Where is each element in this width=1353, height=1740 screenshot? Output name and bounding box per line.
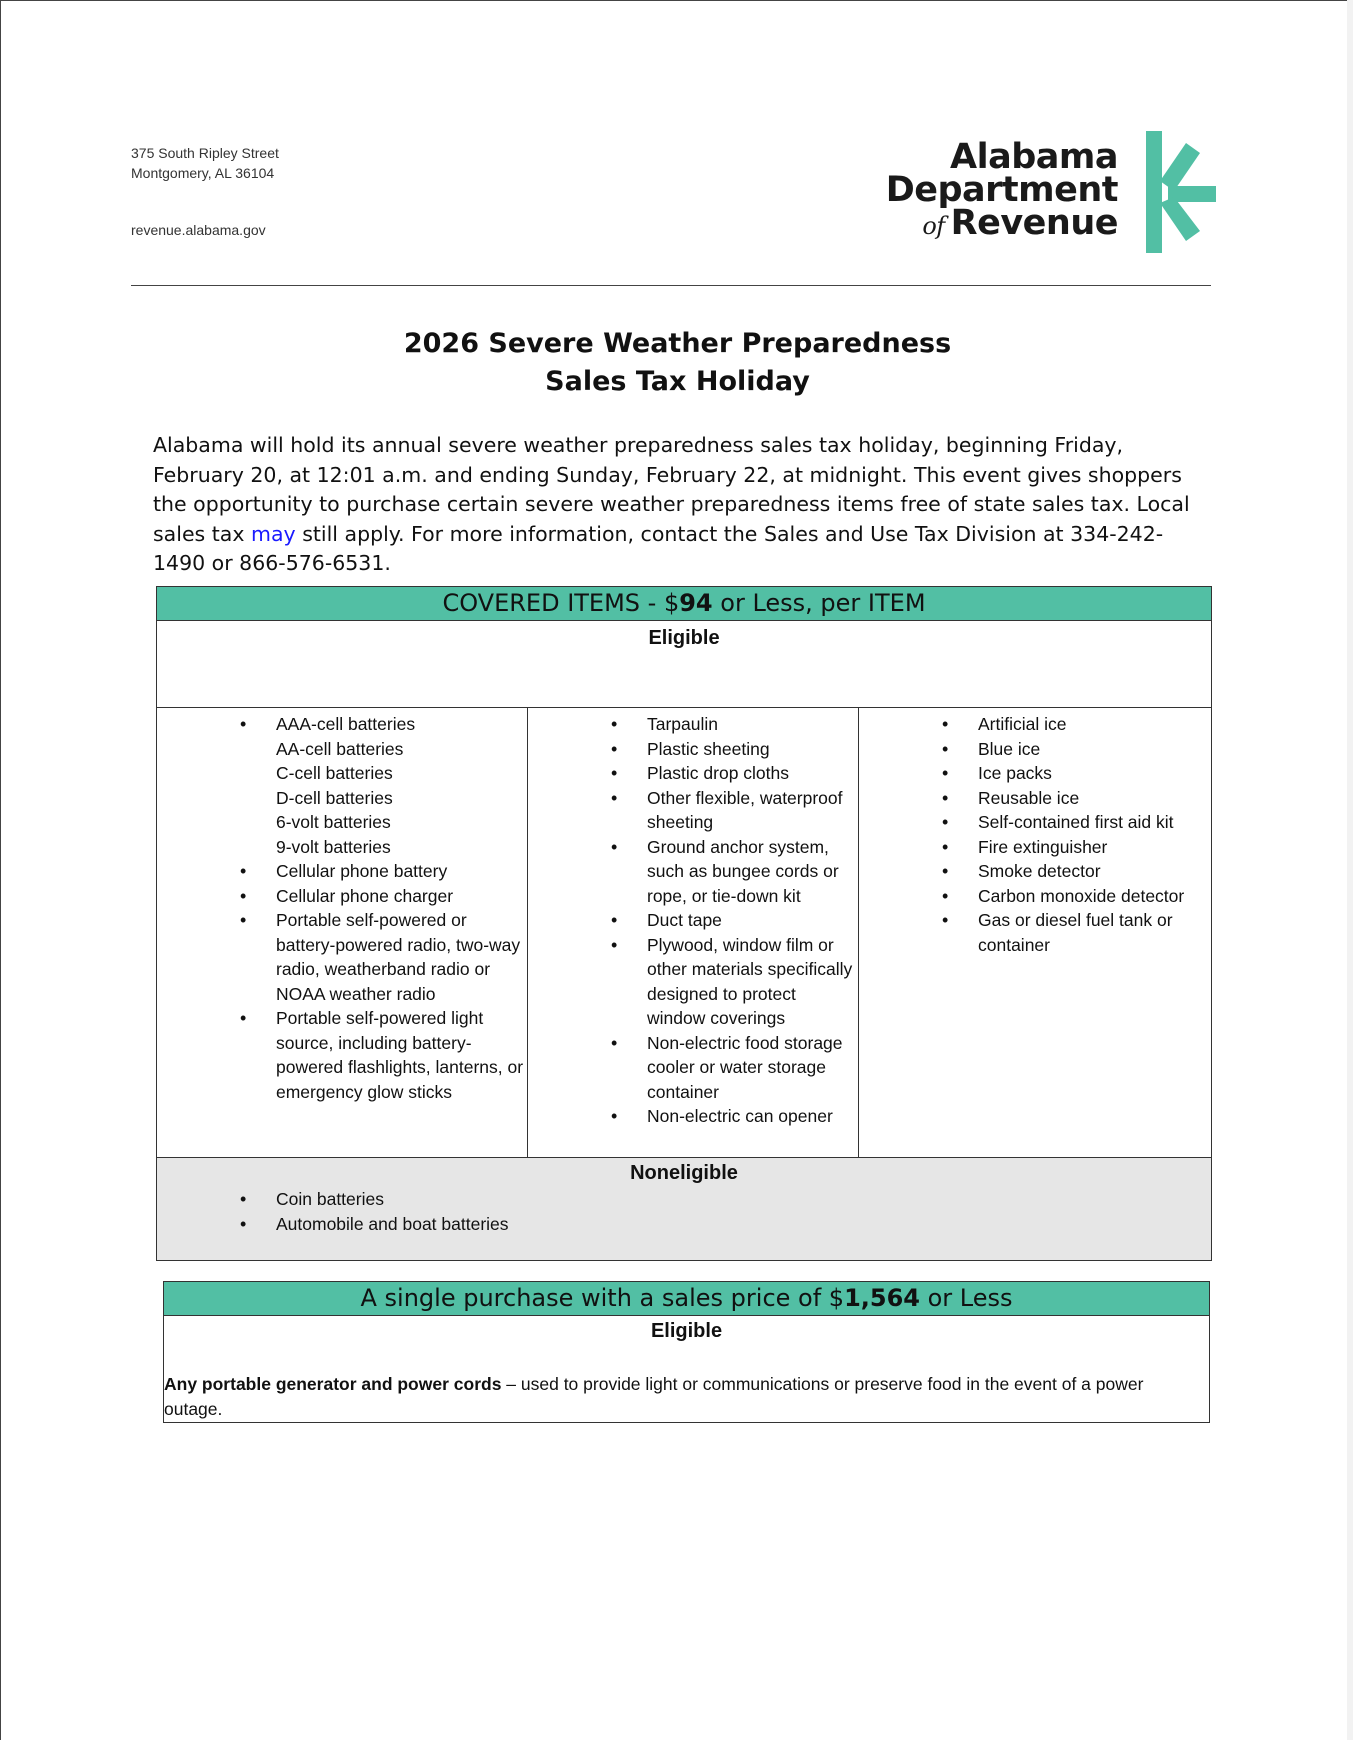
noneligible-section (157, 1158, 1212, 1261)
address-line-2: Montgomery, AL 36104 (131, 165, 275, 181)
website-link[interactable]: revenue.alabama.gov (131, 222, 266, 238)
list-item: • Other flexible, waterproof sheeting (647, 786, 858, 835)
list-item: • Artificial ice (978, 712, 1211, 737)
alabama-revenue-logo (881, 129, 1216, 257)
noneligible-header: Noneligible (630, 1162, 738, 1184)
logo-line-3 (886, 203, 1118, 243)
list-item: 9-volt batteries (276, 836, 391, 857)
list-item: • Plastic sheeting (647, 737, 858, 762)
single-head-amount: 1,564 (844, 1284, 920, 1312)
list-item: 6-volt batteries (276, 812, 391, 832)
list-item: • Fire extinguisher (978, 835, 1211, 860)
single-head-post: or Less (919, 1284, 1013, 1312)
address-line-1: 375 South Ripley Street (131, 145, 279, 161)
single-eligible-header: Eligible (164, 1316, 1210, 1353)
address (131, 143, 279, 183)
list-item: • Gas or diesel fuel tank or container (978, 908, 1211, 957)
list-item: • Non-electric can opener (647, 1104, 858, 1129)
logo-of: of (922, 212, 945, 240)
eligible-list-2 (647, 712, 858, 1129)
covered-head-amount: 94 (679, 589, 713, 617)
title-line-2: Sales Tax Holiday (545, 366, 810, 397)
list-item: C-cell batteries (276, 763, 393, 783)
covered-items-table (156, 586, 1212, 1261)
list-item: D-cell batteries (276, 787, 393, 808)
may-link[interactable]: may (251, 521, 296, 546)
eligible-list-1 (276, 712, 527, 1104)
intro-text-1: Alabama will hold its annual severe weather preparedness sales tax holiday, beginning Friday, February 20, at 12:01 a.m. and ending Sunday, February 22, at midnight. This event gives shoppers the opportunity to purchase certain severe weather preparedness items free of state sales tax. Local sales tax (153, 433, 1190, 546)
page-title (1, 325, 1353, 401)
generator-rest: – used to provide light or communications or preserve food in the event of a power outage. (164, 1374, 1144, 1419)
eligible-column-3 (859, 708, 1212, 1158)
list-item: • Smoke detector (978, 859, 1211, 884)
eligible-header: Eligible (157, 621, 1212, 708)
list-item: • Portable self-powered light source, including battery-powered flashlights, lanterns, or emergency glow sticks (276, 1006, 527, 1104)
list-item: • AAA-cell batteries (276, 712, 527, 737)
list-item: • Automobile and boat batteries (276, 1212, 1211, 1237)
list-item: • Reusable ice (978, 786, 1211, 811)
noneligible-list (276, 1187, 1211, 1237)
list-item: • Ice packs (978, 761, 1211, 786)
list-item: AA-cell batteries (276, 738, 404, 759)
list-item: • Plastic drop cloths (647, 761, 858, 786)
covered-head-post: or Less, per ITEM (712, 589, 926, 617)
list-item: • Non-electric food storage cooler or water storage container (647, 1031, 858, 1105)
list-item: • Self-contained first aid kit (978, 810, 1211, 835)
logo-wordmark (885, 137, 1118, 243)
list-item: • Cellular phone battery (276, 859, 527, 884)
list-item: • Portable self-powered or battery-powered radio, two-way radio, weatherband radio or NOAA weather radio (276, 908, 527, 1006)
single-head-pre: A single purchase with a sales price of $ (360, 1284, 845, 1312)
intro-text-2: still apply. For more information, contact the Sales and Use Tax Division at 334-242-1490 or 866-576-6531. (153, 521, 1164, 575)
logo-line-2: Department (885, 170, 1118, 210)
covered-items-header (157, 587, 1212, 621)
list-item: • Tarpaulin (647, 712, 858, 737)
intro-paragraph (153, 431, 1213, 579)
eligible-list-3 (978, 712, 1211, 957)
eligible-column-2 (528, 708, 859, 1158)
logo-line-1: Alabama (950, 137, 1118, 177)
eligible-column-1 (157, 708, 528, 1158)
list-item: • Plywood, window film or other materials specifically designed to protect window coverings (647, 933, 858, 1031)
header-divider (131, 285, 1211, 286)
list-item: • Ground anchor system, such as bungee cords or rope, or tie-down kit (647, 835, 858, 909)
single-purchase-header (164, 1282, 1210, 1316)
covered-head-pre: COVERED ITEMS - $ (442, 589, 680, 617)
list-item: • Cellular phone charger (276, 884, 527, 909)
list-item: • Coin batteries (276, 1187, 1211, 1212)
generator-description (164, 1352, 1210, 1423)
single-purchase-table (163, 1281, 1210, 1423)
logo-revenue: Revenue (950, 203, 1118, 243)
list-item: • Duct tape (647, 908, 858, 933)
logo-mark-icon (1146, 131, 1216, 253)
list-item: • Carbon monoxide detector (978, 884, 1211, 909)
title-line-1: 2026 Severe Weather Preparedness (403, 328, 952, 359)
generator-bold: Any portable generator and power cords (164, 1374, 502, 1394)
list-item: • Blue ice (978, 737, 1211, 762)
